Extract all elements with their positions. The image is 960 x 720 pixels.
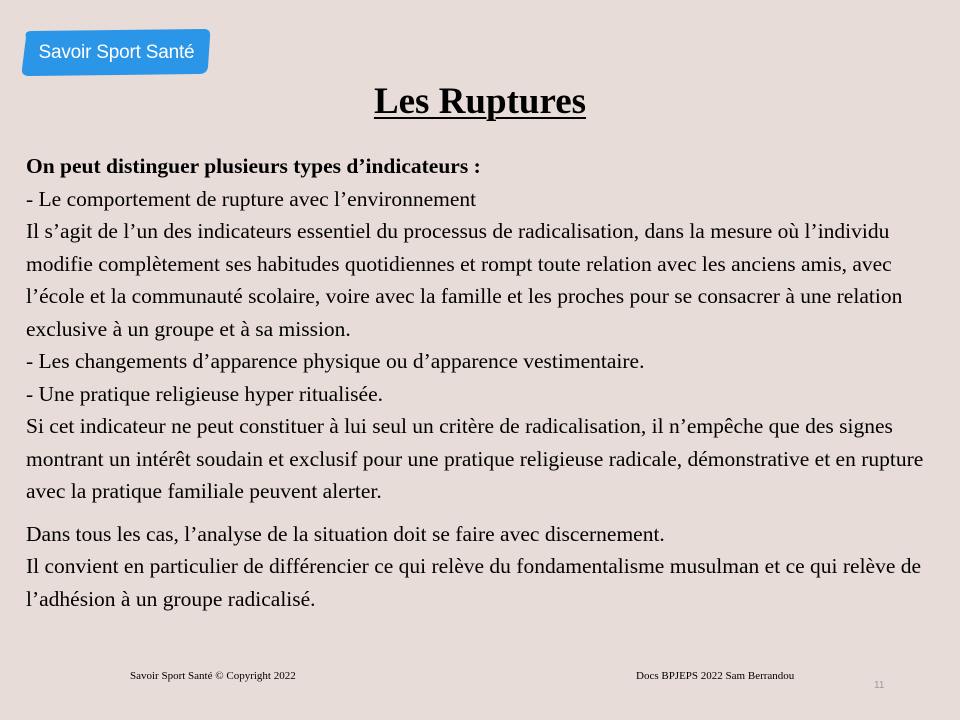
slide-body bbox=[26, 150, 946, 615]
body-conclusion-1: Dans tous les cas, l’analyse de la situation doit se faire avec discernement. bbox=[26, 521, 665, 546]
body-line-pratique-religieuse: - Une pratique religieuse hyper ritualisée. bbox=[26, 381, 383, 406]
slide-title: Les Ruptures bbox=[373, 81, 587, 122]
page-number: 11 bbox=[874, 680, 885, 691]
logo bbox=[18, 27, 211, 78]
body-line-apparence: - Les changements d’apparence physique ou d’apparence vestimentaire. bbox=[26, 349, 645, 373]
body-heading: On peut distinguer plusieurs types d’indicateurs : bbox=[26, 154, 481, 178]
footer-docs: Docs BPJEPS 2022 Sam Berrandou bbox=[636, 670, 795, 682]
logo-text: Savoir Sport Santé bbox=[38, 41, 195, 63]
body-paragraph-rupture: Il s’agit de l’un des indicateurs essentiel du processus de radicalisation, dans la mesure où l’individu modifie complètement ses habitudes quotidiennes et rompt toute relation avec les anciens amis, avec l’école et la communauté scolaire, voire avec la famille et les proches pour se consacrer à une relation exclusive à un groupe et à sa mission. bbox=[26, 219, 903, 341]
body-line-rupture-environnement: - Le comportement de rupture avec l’environnement bbox=[26, 186, 477, 211]
body-conclusion-2: Il convient en particulier de différencier ce qui relève du fondamentalisme musulman et ce qui relève de l’adhésion à un groupe radicalisé. bbox=[26, 554, 922, 611]
footer-copyright: Savoir Sport Santé © Copyright 2022 bbox=[130, 670, 296, 682]
body-paragraph-indicateur: Si cet indicateur ne peut constituer à lui seul un critère de radicalisation, il n’empêche que des signes montrant un intérêt soudain et exclusif pour une pratique religieuse radicale, démonstrative et en rupture avec la pratique familiale peuvent alerter. bbox=[26, 414, 924, 503]
